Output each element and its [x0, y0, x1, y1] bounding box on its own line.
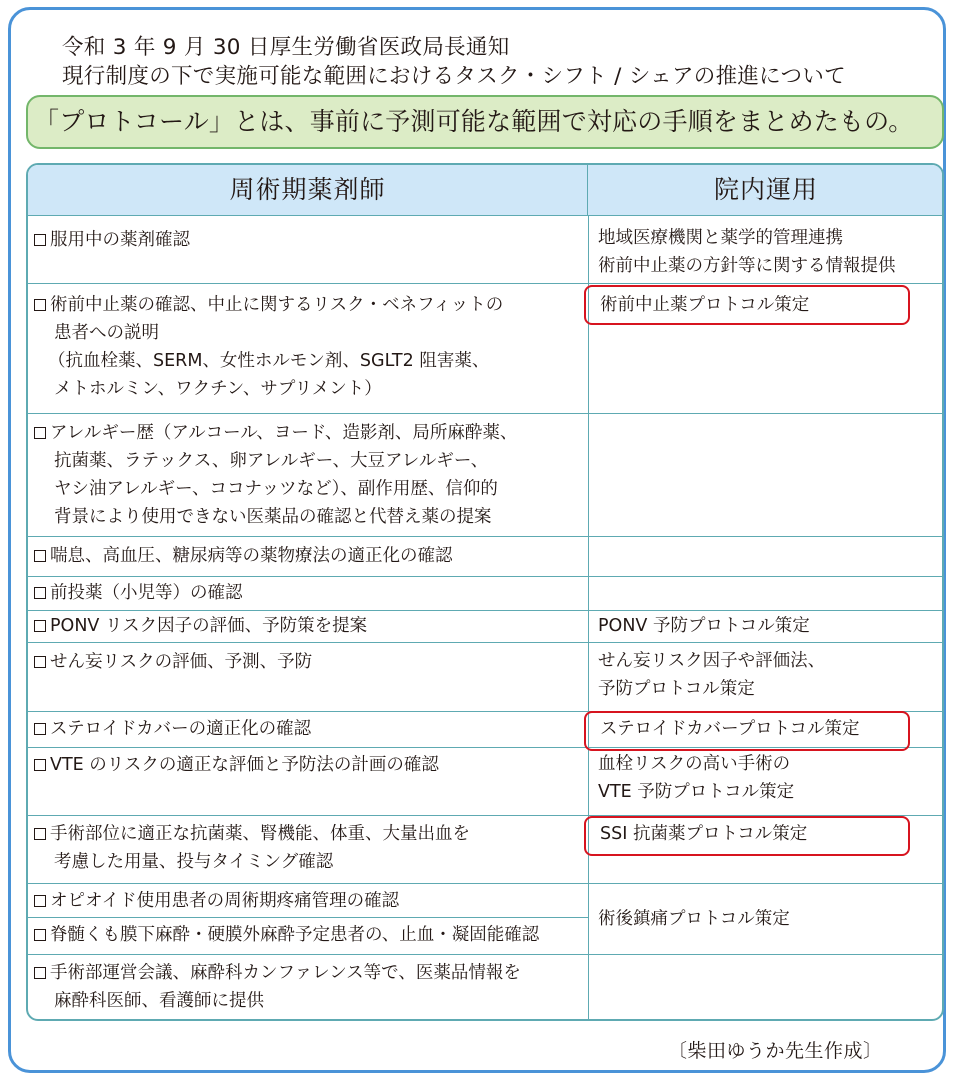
notice-line-2: 現行制度の下で実施可能な範囲におけるタスク・シフト / シェアの推進について: [62, 64, 846, 89]
checkbox-icon: [34, 759, 46, 771]
notice-line-1: 令和 3 年 9 月 30 日厚生労働省医政局長通知: [62, 35, 510, 60]
table-row-left: PONV リスク因子の評価、予防策を提案: [34, 612, 367, 640]
checkbox-icon: [34, 895, 46, 907]
task-table: [26, 163, 944, 1021]
table-row-left: 脊髄くも膜下麻酔・硬膜外麻酔予定患者の、止血・凝固能確認: [34, 921, 539, 949]
table-row-left: せん妄リスクの評価、予測、予防: [34, 648, 312, 676]
table-row-left: 術前中止薬の確認、中止に関するリスク・ベネフィットの 患者への説明 （抗血栓薬、SERM、女性ホルモン剤、SGLT2 阻害薬、 メトホルミン、ワクチン、サプリメント）: [34, 291, 503, 403]
column-divider: [588, 215, 589, 1021]
table-row-right: PONV 予防プロトコル策定: [598, 616, 810, 636]
row-divider: [28, 283, 942, 284]
table-row-right: 術後鎮痛プロトコル策定: [598, 909, 790, 929]
row-divider: [28, 610, 942, 611]
row-divider: [28, 413, 942, 414]
checkbox-icon: [34, 550, 46, 562]
row-divider: [28, 536, 942, 537]
checkbox-icon: [34, 656, 46, 668]
checkbox-icon: [34, 299, 46, 311]
table-row-right: 術前中止薬プロトコル策定: [600, 295, 810, 315]
table-row-right: 血栓リスクの高い手術の VTE 予防プロトコル策定: [598, 754, 795, 802]
table-row-left: 前投薬（小児等）の確認: [34, 579, 243, 607]
author-credit: 〔柴田ゆうか先生作成〕: [668, 1040, 883, 1062]
table-row-right: ステロイドカバープロトコル策定: [600, 719, 860, 739]
table-row-right: 地域医療機関と薬学的管理連携 術前中止薬の方針等に関する情報提供: [598, 228, 896, 276]
row-divider: [28, 883, 942, 884]
table-row-right: せん妄リスク因子や評価法、 予防プロトコル策定: [598, 651, 826, 699]
header-right: 院内運用: [588, 165, 944, 215]
header-left: 周術期薬剤師: [28, 165, 588, 215]
row-divider: [28, 215, 942, 216]
highlight-box: [584, 711, 910, 751]
table-row-left: VTE のリスクの適正な評価と予防法の計画の確認: [34, 751, 439, 779]
notice-text: [62, 33, 846, 91]
row-divider: [28, 954, 942, 955]
table-row-left: 喘息、高血圧、糖尿病等の薬物療法の適正化の確認: [34, 542, 453, 570]
table-row-left: ステロイドカバーの適正化の確認: [34, 715, 311, 743]
highlight-box: [584, 285, 910, 325]
checkbox-icon: [34, 587, 46, 599]
table-row-left: 手術部位に適正な抗菌薬、腎機能、体重、大量出血を 考慮した用量、投与タイミング確認: [34, 820, 470, 876]
row-divider: [28, 576, 942, 577]
row-divider: [28, 642, 942, 643]
row-divider-left: [28, 917, 588, 918]
checkbox-icon: [34, 967, 46, 979]
checkbox-icon: [34, 234, 46, 246]
table-row-right: SSI 抗菌薬プロトコル策定: [600, 824, 808, 844]
table-row-left: オピオイド使用患者の周術期疼痛管理の確認: [34, 887, 399, 915]
table-row-left: アレルギー歴（アルコール、ヨード、造影剤、局所麻酔薬、 抗菌薬、ラテックス、卵アレルギー、大豆アレルギー、 ヤシ油アレルギー、ココナッツなど）、副作用歴、信仰的 背景により使用できない医薬品の確認と代替え薬の提案: [34, 419, 517, 531]
checkbox-icon: [34, 620, 46, 632]
checkbox-icon: [34, 723, 46, 735]
checkbox-icon: [34, 828, 46, 840]
protocol-definition: 「プロトコール」とは、事前に予測可能な範囲で対応の手順をまとめたもの。: [26, 95, 944, 149]
table-row-left: 服用中の薬剤確認: [34, 226, 190, 254]
checkbox-icon: [34, 427, 46, 439]
highlight-box: [584, 816, 910, 856]
checkbox-icon: [34, 929, 46, 941]
table-row-left: 手術部運営会議、麻酔科カンファレンス等で、医薬品情報を 麻酔科医師、看護師に提供: [34, 959, 521, 1015]
